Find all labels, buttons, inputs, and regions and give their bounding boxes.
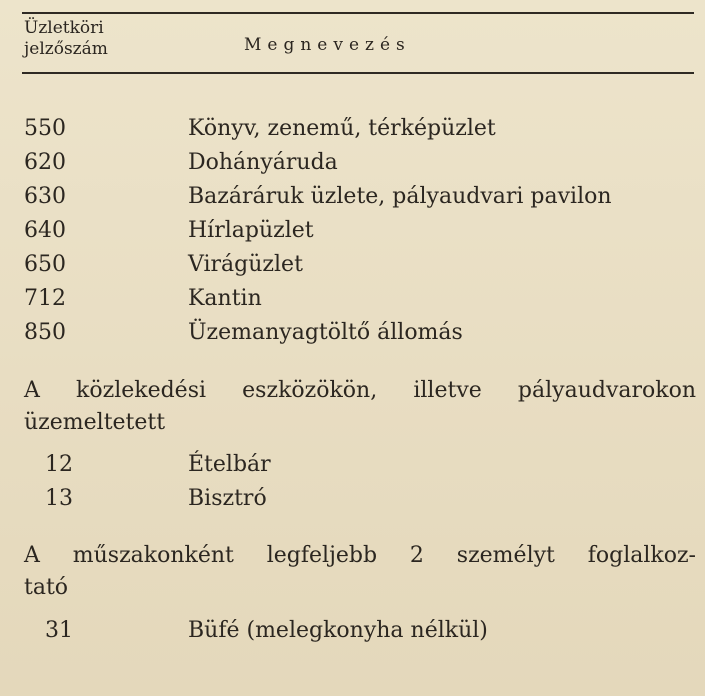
row-name: Virágüzlet [188,252,303,277]
code-column-header-line1: Üzletköri [24,18,104,38]
section-heading-line1: A műszakonként legfeljebb 2 személyt foglalkoz- [24,543,696,568]
table-row [0,316,705,350]
row-name: Büfé (melegkonyha nélkül) [188,618,488,643]
row-code: 850 [24,320,66,345]
row-code: 13 [45,486,73,511]
row-code: 650 [24,252,66,277]
table-row [0,248,705,282]
row-name: Üzemanyagtöltő állomás [188,320,463,345]
row-code: 630 [24,184,66,209]
code-column-header [24,18,108,60]
table-row [0,180,705,214]
section-heading-line1: A közlekedési eszközökön, illetve pályaudvarokon [24,378,696,403]
row-code: 31 [45,618,73,643]
row-code: 550 [24,116,66,141]
row-code: 12 [45,452,73,477]
table-row [0,146,705,180]
table-row [0,482,705,516]
table-row [0,112,705,146]
table-row [0,614,705,648]
name-column-header: Megnevezés [244,35,411,55]
row-name: Kantin [188,286,262,311]
section-heading-line2: tató [24,575,69,600]
row-name: Könyv, zenemű, térképüzlet [188,116,496,141]
table-row [0,214,705,248]
table-header-rule [22,72,694,74]
row-code: 712 [24,286,66,311]
table-row [0,282,705,316]
section-heading-transport [24,375,696,439]
row-code: 640 [24,218,66,243]
row-name: Dohányáruda [188,150,338,175]
table-row [0,448,705,482]
row-code: 620 [24,150,66,175]
section-heading-line2: üzemeltetett [24,410,166,435]
row-name: Ételbár [188,452,271,477]
table-top-rule [22,12,694,14]
code-column-header-line2: jelzőszám [24,39,108,59]
row-name: Hírlapüzlet [188,218,314,243]
row-name: Bisztró [188,486,267,511]
section-heading-small [24,540,696,604]
row-name: Bazáráruk üzlete, pályaudvari pavilon [188,184,612,209]
